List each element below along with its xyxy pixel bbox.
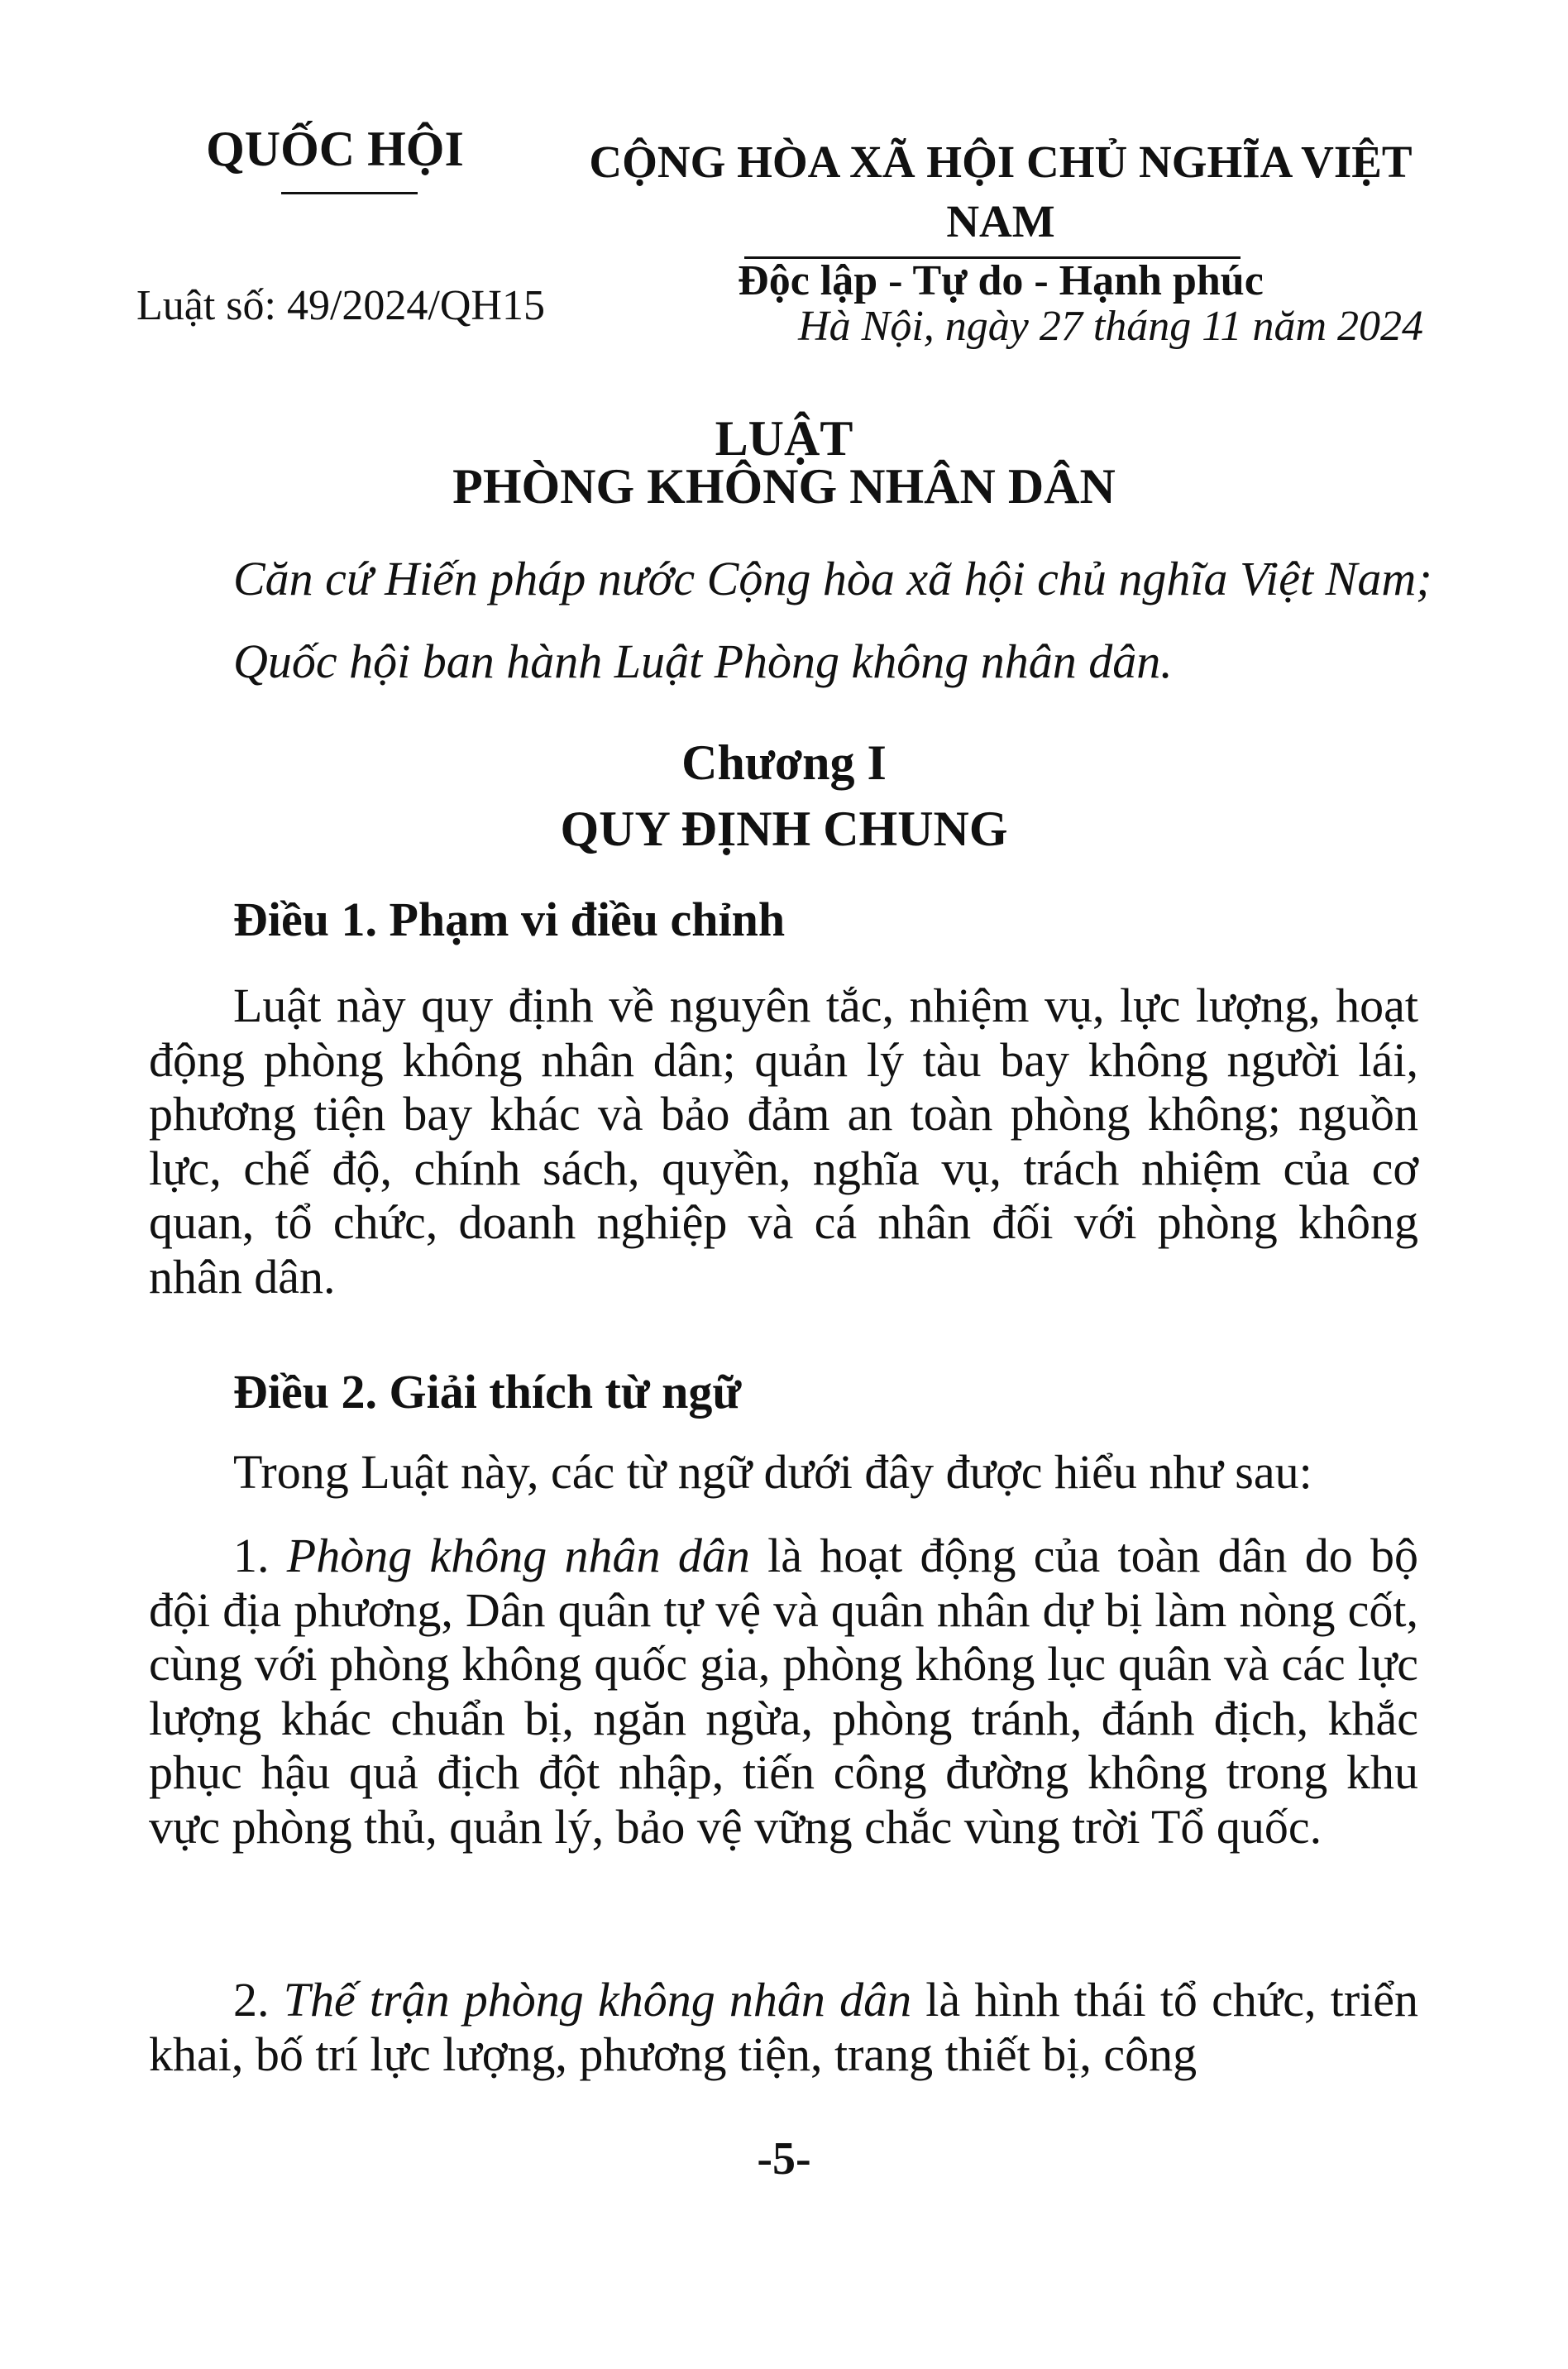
page-number: -5- <box>757 2133 811 2185</box>
article-1-body: Luật này quy định về nguyên tắc, nhiệm vụ, lực lượng, hoạt động phòng không nhân dân; quản lý tàu bay không người lái, phương tiện bay khác và bảo đảm an toàn phòng không; nguồn lực, chế độ, chính sách, quyền, nghĩa vụ, trách nhiệm của cơ quan, tổ chức, doanh nghiệp và cá nhân đối với phòng không nhân dân. <box>149 979 1418 1304</box>
national-header <box>562 132 1439 311</box>
preamble-line-1: Căn cứ Hiến pháp nước Cộng hòa xã hội chủ nghĩa Việt Nam; <box>233 552 1432 605</box>
issuer: QUỐC HỘI <box>206 122 464 176</box>
item-2-term: Thế trận phòng không nhân dân <box>283 1973 912 2027</box>
article-2-heading: Điều 2. Giải thích từ ngữ <box>233 1365 742 1419</box>
item-2-text: là hình thái tổ chức, triển khai, bố trí lực lượng, phương tiện, trang thiết bị, công <box>149 1973 1419 2081</box>
law-number: Luật số: 49/2024/QH15 <box>136 282 545 329</box>
item-1-term: Phòng không nhân dân <box>286 1529 750 1582</box>
item-2-number: 2. <box>233 1973 270 2027</box>
place-date: Hà Nội, ngày 27 tháng 11 năm 2024 <box>798 303 1423 350</box>
law-title: PHÒNG KHÔNG NHÂN DÂN <box>452 459 1116 514</box>
article-2-intro: Trong Luật này, các từ ngữ dưới đây được hiểu như sau: <box>233 1445 1312 1499</box>
motto-underline <box>744 256 1241 259</box>
definition-item-2 <box>149 1973 1418 2081</box>
issuer-underline <box>281 192 418 194</box>
country-name: CỘNG HÒA XÃ HỘI CHỦ NGHĨA VIỆT NAM <box>589 136 1413 246</box>
chapter-number: Chương I <box>681 735 887 790</box>
chapter-name: QUY ĐỊNH CHUNG <box>560 802 1008 856</box>
article-1-heading: Điều 1. Phạm vi điều chỉnh <box>233 893 786 946</box>
item-1-text: là hoạt động của toàn dân do bộ đội địa phương, Dân quân tự vệ và quân nhân dự bị làm nòng cốt, cùng với phòng không quốc gia, phòng không lục quân và các lực lượng khác chuẩn bị, ngăn ngừa, phòng tránh, đánh địch, khắc phục hậu quả địch đột nhập, tiến công đường không trong khu vực phòng thủ, quản lý, bảo vệ vững chắc vùng trời Tổ quốc. <box>149 1529 1419 1854</box>
document-type: LUẬT <box>715 411 853 466</box>
item-1-number: 1. <box>233 1529 270 1582</box>
definition-item-1 <box>149 1529 1418 1854</box>
national-motto: Độc lập - Tự do - Hạnh phúc <box>738 257 1264 304</box>
preamble-line-2: Quốc hội ban hành Luật Phòng không nhân dân. <box>233 634 1173 688</box>
